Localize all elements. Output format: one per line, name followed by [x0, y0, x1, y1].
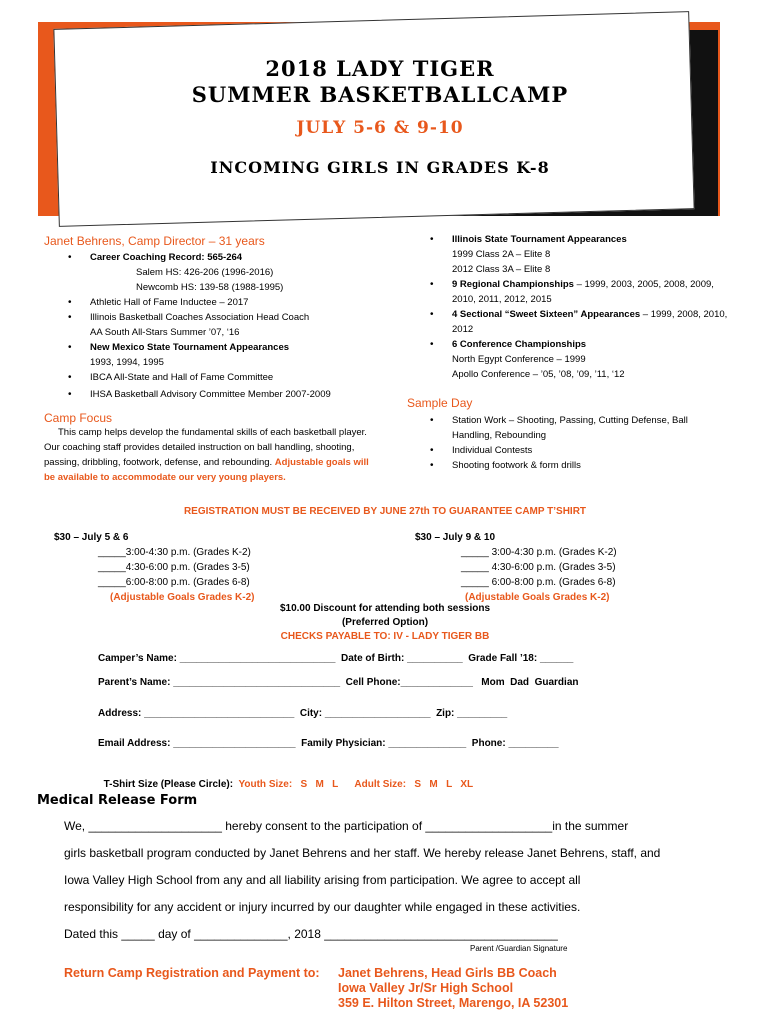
session-1-heading: $30 – July 5 & 6: [54, 532, 129, 543]
camp-focus-text: This camp helps develop the fundamental skills of each basketball player. Our coaching staff provides detailed instruction on ball handling, shooting, passing, dribbling, footwork, defense, and rebounding. Adjustable goals will be available to accommodate our very young players.: [44, 427, 369, 483]
accomplishments-list: [430, 232, 730, 382]
list-item: • Individual Contests: [430, 443, 730, 458]
medical-line-1: We, ____________________ hereby consent to the participation of ___________________in the summer: [64, 819, 629, 833]
session-2-slot[interactable]: _____ 6:00-8:00 p.m. (Grades 6-8): [461, 577, 616, 588]
camp-focus-heading: Camp Focus: [44, 411, 113, 425]
director-credentials: [68, 250, 374, 402]
list-item: • Career Coaching Record: 565-264 Salem HS: 426-206 (1996-2016) Newcomb HS: 139-58 (1988-1995): [68, 250, 374, 295]
session-2-heading: $30 – July 9 & 10: [415, 532, 496, 543]
medical-release-title: Medical Release Form: [37, 793, 198, 808]
session-2-slot[interactable]: _____ 3:00-4:30 p.m. (Grades K-2): [461, 547, 617, 558]
list-item: • Station Work – Shooting, Passing, Cutting Defense, Ball Handling, Rebounding: [430, 413, 730, 443]
checks-payable: CHECKS PAYABLE TO: IV - LADY TIGER BB: [280, 631, 490, 642]
session-2-fees: [415, 530, 675, 605]
youth-size[interactable]: Youth Size: S M L: [238, 779, 339, 790]
adult-size[interactable]: Adult Size: S M L XL: [354, 779, 474, 790]
camp-grades: INCOMING GIRLS IN GRADES K-8: [210, 158, 550, 177]
list-item: • Shooting footwork & form drills: [430, 458, 730, 473]
list-item: • New Mexico State Tournament Appearances 1993, 1994, 1995: [68, 340, 374, 370]
discount-note: $10.00 Discount for attending both sessions: [279, 603, 491, 614]
signature-label: Parent /Guardian Signature: [470, 944, 568, 953]
list-item: • 9 Regional Championships – 1999, 2003, 2005, 2008, 2009, 2010, 2011, 2012, 2015: [430, 277, 730, 307]
sample-day-heading: Sample Day: [407, 396, 473, 410]
camp-dates: JULY 5-6 & 9-10: [296, 118, 464, 138]
medical-line-5[interactable]: Dated this _____ day of ______________, 2018 ___________________________________: [64, 927, 558, 941]
camper-name-line[interactable]: Camper’s Name: ____________________________ Date of Birth: __________ Grade Fall ’18: ______: [98, 653, 574, 664]
banner-text: [70, 56, 690, 177]
medical-line-3: Iowa Valley High School from any and all liability arising from participation. We agree to accept all: [64, 873, 581, 887]
list-item: • Athletic Hall of Fame Inductee – 2017: [68, 295, 374, 310]
return-line-2: Iowa Valley Jr/Sr High School: [338, 981, 514, 995]
session-1-slot[interactable]: _____4:30-6:00 p.m. (Grades 3-5): [98, 562, 250, 573]
preferred-option: (Preferred Option): [341, 617, 429, 628]
return-line-3: 359 E. Hilton Street, Marengo, IA 52301: [338, 996, 569, 1010]
list-item: • IHSA Basketball Advisory Committee Member 2007-2009: [68, 387, 374, 402]
registration-deadline: REGISTRATION MUST BE RECEIVED BY JUNE 27th TO GUARANTEE CAMP T’SHIRT: [183, 506, 587, 517]
medical-line-4: responsibility for any accident or injury incurred by our daughter while engaged in these activities.: [64, 900, 581, 914]
return-label: Return Camp Registration and Payment to:: [64, 966, 320, 980]
list-item: • Illinois Basketball Coaches Association Head Coach AA South All-Stars Summer ’07, ‘16: [68, 310, 374, 340]
session-1-slot[interactable]: _____3:00-4:30 p.m. (Grades K-2): [98, 547, 251, 558]
session-2-goals-note: (Adjustable Goals Grades K-2): [465, 592, 610, 603]
left-column: [44, 234, 374, 485]
sample-day-list: [430, 413, 730, 473]
tshirt-size-line[interactable]: T-Shirt Size (Please Circle): Youth Size: S M L Adult Size: S M L XL: [103, 779, 474, 790]
director-heading: Janet Behrens, Camp Director – 31 years: [44, 234, 265, 248]
session-2-slot[interactable]: _____ 4:30-6:00 p.m. (Grades 3-5): [461, 562, 616, 573]
camp-title-line2: SUMMER BASKETBALLCAMP: [191, 82, 569, 107]
right-column: [407, 232, 730, 473]
return-line-1: Janet Behrens, Head Girls BB Coach: [338, 966, 557, 980]
list-item: • 6 Conference Championships North Egypt Conference – 1999 Apollo Conference – ’05, ’08, ’09, ’11, ‘12: [430, 337, 730, 382]
adjustable-goals-note: Adjustable goals will be available to accommodate our very young players.: [44, 457, 369, 483]
list-item: • IBCA All-State and Hall of Fame Committee: [68, 370, 374, 385]
session-1-fees: [54, 530, 314, 605]
parent-name-line[interactable]: Parent’s Name: ______________________________ Cell Phone:_____________ Mom Dad Guardian: [98, 677, 579, 688]
list-item: • Illinois State Tournament Appearances 1999 Class 2A – Elite 8 2012 Class 3A – Elite 8: [430, 232, 730, 277]
address-line[interactable]: Address: ___________________________ City: ___________________ Zip: _________: [98, 708, 508, 719]
session-1-slot[interactable]: _____6:00-8:00 p.m. (Grades 6-8): [98, 577, 250, 588]
list-item: • 4 Sectional “Sweet Sixteen” Appearances – 1999, 2008, 2010, 2012: [430, 307, 730, 337]
camp-title-line1: 2018 LADY TIGER: [265, 56, 495, 81]
email-line[interactable]: Email Address: ______________________ Family Physician: ______________ Phone: _________: [98, 738, 559, 749]
medical-line-2: girls basketball program conducted by Janet Behrens and her staff. We hereby release Janet Behrens, staff, and: [64, 846, 661, 860]
session-1-goals-note: (Adjustable Goals Grades K-2): [110, 592, 255, 603]
